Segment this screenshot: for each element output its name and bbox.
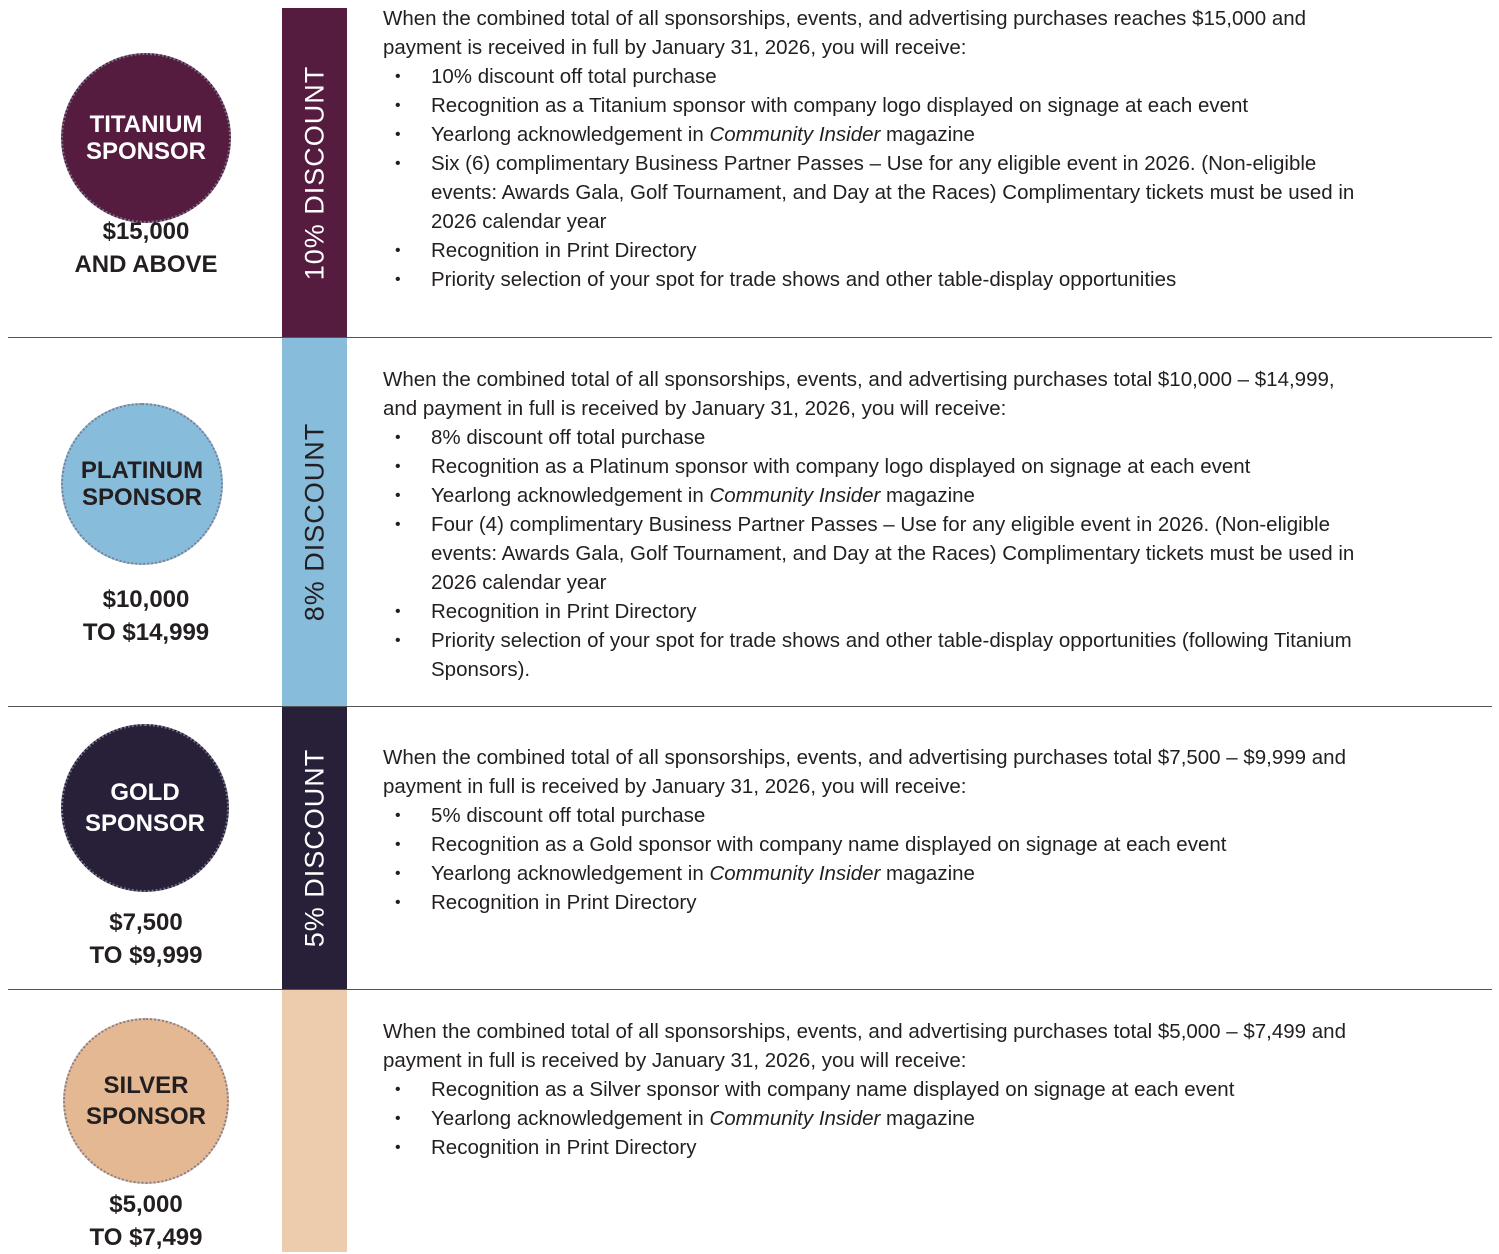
intro-text bbox=[383, 365, 1473, 423]
list-item bbox=[383, 801, 1473, 830]
intro-line: payment is received in full by January 31, 2026, you will receive: bbox=[383, 36, 967, 59]
benefit-text: Recognition as a Platinum sponsor with company logo displayed on signage at each event bbox=[431, 455, 1251, 478]
price-line-2: AND ABOVE bbox=[74, 251, 218, 278]
badge-line-1: TITANIUM bbox=[89, 111, 203, 138]
benefit-text: Yearlong acknowledgement in bbox=[431, 123, 710, 146]
benefit-text: Yearlong acknowledgement in bbox=[431, 862, 710, 885]
intro-line: When the combined total of all sponsorships, events, and advertising purchases total $10,000 – $14,999, bbox=[383, 368, 1335, 391]
benefits-list bbox=[383, 423, 1473, 684]
benefit-text: Recognition in Print Directory bbox=[431, 1136, 697, 1159]
badge-line-1: SILVER bbox=[103, 1072, 189, 1099]
discount-label: 8% DISCOUNT bbox=[299, 422, 329, 622]
gold-sponsor-badge bbox=[61, 724, 229, 892]
list-item bbox=[383, 597, 1473, 626]
tier-titanium bbox=[0, 0, 1499, 337]
benefit-text: magazine bbox=[880, 484, 975, 507]
silver-discount-bar bbox=[282, 990, 347, 1252]
list-item bbox=[383, 510, 1473, 597]
list-item bbox=[383, 62, 1473, 91]
price-line-1: $15,000 bbox=[102, 218, 190, 245]
platinum-price bbox=[40, 583, 252, 649]
intro-line: payment in full is received by January 31, 2026, you will receive: bbox=[383, 1049, 967, 1072]
list-item bbox=[383, 1075, 1473, 1104]
list-item bbox=[383, 481, 1473, 510]
price-line-2: TO $14,999 bbox=[82, 619, 210, 646]
benefit-text: Recognition in Print Directory bbox=[431, 239, 697, 262]
badge-line-2: SPONSOR bbox=[85, 138, 207, 165]
benefit-text: Recognition as a Gold sponsor with company name displayed on signage at each event bbox=[431, 833, 1227, 856]
list-item bbox=[383, 888, 1473, 917]
list-item bbox=[383, 859, 1473, 888]
benefit-text: magazine bbox=[880, 862, 975, 885]
benefit-line: events: Awards Gala, Golf Tournament, and Day at the Races) Complimentary tickets must be used in bbox=[431, 542, 1355, 565]
badge-line-2: SPONSOR bbox=[84, 810, 206, 837]
silver-price bbox=[40, 1188, 252, 1254]
benefit-text: Yearlong acknowledgement in bbox=[431, 484, 710, 507]
benefit-text: 8% discount off total purchase bbox=[431, 426, 706, 449]
benefit-text: Recognition as a Silver sponsor with company name displayed on signage at each event bbox=[431, 1078, 1235, 1101]
list-item bbox=[383, 120, 1473, 149]
benefit-text: 10% discount off total purchase bbox=[431, 65, 717, 88]
price-line-1: $5,000 bbox=[109, 1191, 183, 1218]
magazine-title: Community Insider bbox=[709, 1107, 881, 1130]
gold-content bbox=[383, 743, 1473, 917]
silver-sponsor-badge bbox=[63, 1018, 229, 1184]
titanium-discount-bar bbox=[282, 8, 347, 337]
platinum-sponsor-badge bbox=[61, 403, 223, 565]
badge-line-1: GOLD bbox=[110, 779, 180, 806]
intro-text bbox=[383, 4, 1473, 62]
gold-discount-bar bbox=[282, 707, 347, 989]
list-item bbox=[383, 626, 1473, 684]
tier-platinum bbox=[0, 338, 1499, 706]
list-item bbox=[383, 1104, 1473, 1133]
benefit-text: Yearlong acknowledgement in bbox=[431, 1107, 710, 1130]
intro-line: When the combined total of all sponsorships, events, and advertising purchases total $5,000 – $7,499 and bbox=[383, 1020, 1346, 1043]
benefits-list bbox=[383, 62, 1473, 294]
titanium-content bbox=[383, 4, 1473, 294]
list-item bbox=[383, 91, 1473, 120]
discount-label: 5% DISCOUNT bbox=[299, 748, 329, 948]
intro-line: and payment in full is received by January 31, 2026, you will receive: bbox=[383, 397, 1007, 420]
list-item bbox=[383, 452, 1473, 481]
intro-line: When the combined total of all sponsorships, events, and advertising purchases total $7,500 – $9,999 and bbox=[383, 746, 1346, 769]
benefit-text: Priority selection of your spot for trade shows and other table-display opportunities bbox=[431, 268, 1177, 291]
intro-line: payment in full is received by January 31, 2026, you will receive: bbox=[383, 775, 967, 798]
intro-text bbox=[383, 1017, 1473, 1075]
benefit-line: 2026 calendar year bbox=[431, 210, 607, 233]
benefit-text: Recognition as a Titanium sponsor with company logo displayed on signage at each event bbox=[431, 94, 1249, 117]
benefit-text: Recognition in Print Directory bbox=[431, 891, 697, 914]
magazine-title: Community Insider bbox=[709, 484, 881, 507]
badge-line-2: SPONSOR bbox=[85, 1103, 207, 1130]
discount-label: 10% DISCOUNT bbox=[299, 65, 329, 280]
titanium-sponsor-badge bbox=[61, 53, 231, 223]
tier-gold bbox=[0, 707, 1499, 989]
silver-content bbox=[383, 1017, 1473, 1162]
platinum-discount-bar bbox=[282, 338, 347, 706]
price-line-2: TO $7,499 bbox=[89, 1224, 203, 1251]
list-item bbox=[383, 149, 1473, 236]
list-item bbox=[383, 423, 1473, 452]
benefit-line: 2026 calendar year bbox=[431, 571, 607, 594]
badge-line-2: SPONSOR bbox=[81, 484, 203, 511]
magazine-title: Community Insider bbox=[709, 123, 881, 146]
benefit-line: • Six (6) complimentary Business Partner Passes – Use for any eligible event in 2026. (Non-eligible bbox=[431, 152, 1317, 175]
intro-text bbox=[383, 743, 1473, 801]
benefit-line: • Priority selection of your spot for trade shows and other table-display opportunities (following Titanium bbox=[431, 629, 1352, 652]
benefits-list bbox=[383, 1075, 1473, 1162]
list-item bbox=[383, 1133, 1473, 1162]
platinum-content bbox=[383, 365, 1473, 684]
list-item bbox=[383, 265, 1473, 294]
benefit-text: Recognition in Print Directory bbox=[431, 600, 697, 623]
price-line-2: TO $9,999 bbox=[89, 942, 203, 969]
titanium-price bbox=[40, 215, 252, 281]
benefit-text: magazine bbox=[880, 123, 975, 146]
benefit-line: events: Awards Gala, Golf Tournament, and Day at the Races) Complimentary tickets must be used in bbox=[431, 181, 1355, 204]
list-item bbox=[383, 830, 1473, 859]
benefit-text: 5% discount off total purchase bbox=[431, 804, 706, 827]
tier-silver bbox=[0, 990, 1499, 1252]
price-line-1: $7,500 bbox=[109, 909, 183, 936]
benefit-text: magazine bbox=[880, 1107, 975, 1130]
benefits-list bbox=[383, 801, 1473, 917]
gold-price bbox=[40, 906, 252, 972]
magazine-title: Community Insider bbox=[709, 862, 881, 885]
benefit-line: • Four (4) complimentary Business Partner Passes – Use for any eligible event in 2026. (Non-eligible bbox=[431, 513, 1331, 536]
benefit-line: Sponsors). bbox=[431, 658, 531, 681]
price-line-1: $10,000 bbox=[102, 586, 190, 613]
badge-line-1: PLATINUM bbox=[80, 457, 204, 484]
intro-line: When the combined total of all sponsorships, events, and advertising purchases reaches $15,000 and bbox=[383, 7, 1307, 30]
list-item bbox=[383, 236, 1473, 265]
